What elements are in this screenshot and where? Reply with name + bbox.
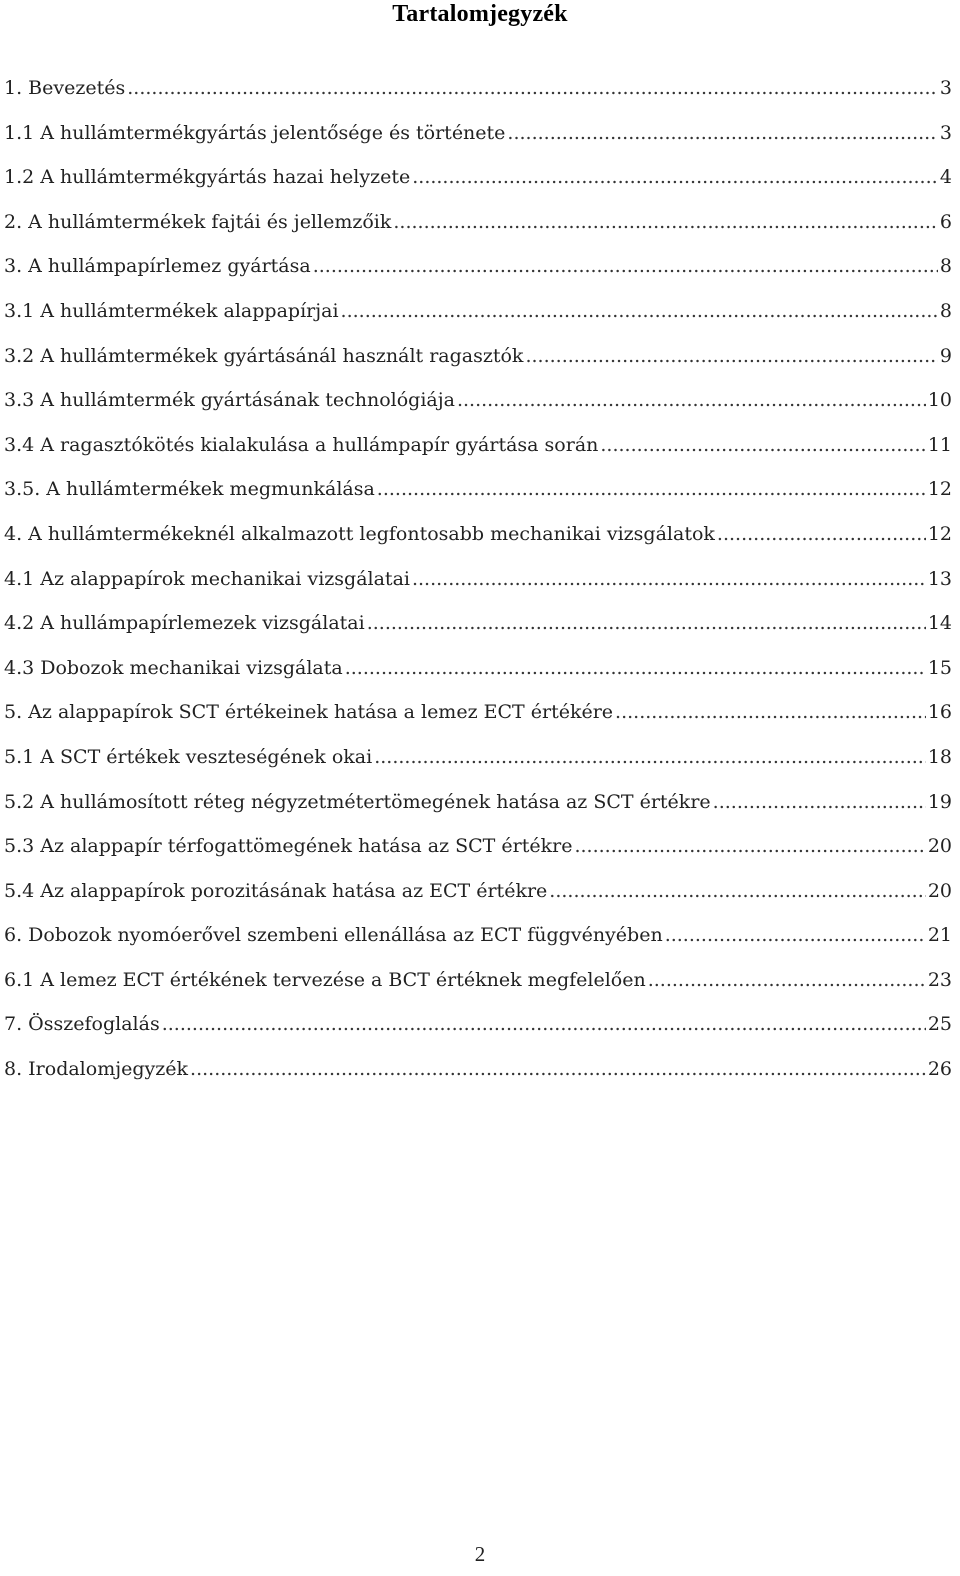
- toc-dot-leader: [665, 913, 926, 958]
- toc-dot-leader: [374, 735, 926, 780]
- toc-entry-page: 9: [939, 344, 952, 367]
- toc-entry-page: 16: [927, 701, 952, 724]
- toc-entry-page: 26: [927, 1058, 952, 1081]
- toc-entry-title: 3. A hullámpapírlemez gyártása: [4, 255, 311, 278]
- toc-entry[interactable]: [4, 601, 952, 646]
- toc-entry[interactable]: [4, 646, 952, 691]
- toc-entry-title: 5. Az alappapírok SCT értékeinek hatása a lemez ECT értékére: [4, 701, 614, 724]
- toc-entry-title: 1.1 A hullámtermékgyártás jelentősége és története: [4, 121, 506, 144]
- toc-entry-page: 15: [927, 656, 952, 679]
- toc-entry-page: 8: [939, 255, 952, 278]
- toc-entry-title: 4.2 A hullámpapírlemezek vizsgálatai: [4, 612, 365, 635]
- toc-entry-page: 14: [927, 612, 952, 635]
- toc-entry[interactable]: [4, 1047, 952, 1092]
- toc-dot-leader: [345, 646, 926, 691]
- toc-dot-leader: [393, 200, 938, 245]
- toc-entry-page: 4: [939, 166, 952, 189]
- page-title: Tartalomjegyzék: [392, 1, 568, 27]
- toc-entry[interactable]: [4, 824, 952, 869]
- table-of-contents: [4, 66, 952, 1092]
- toc-entry-page: 6: [939, 210, 952, 233]
- toc-entry[interactable]: [4, 289, 952, 334]
- toc-dot-leader: [162, 1002, 926, 1047]
- page-number: 2: [474, 1542, 486, 1566]
- toc-entry-page: 11: [927, 433, 952, 456]
- toc-entry-title: 5.4 Az alappapírok porozitásának hatása az ECT értékre: [4, 879, 548, 902]
- toc-entry-title: 3.5. A hullámtermékek megmunkálása: [4, 478, 375, 501]
- toc-entry[interactable]: [4, 557, 952, 602]
- toc-entry-title: 5.2 A hullámosított réteg négyzetmétertömegének hatása az SCT értékre: [4, 790, 711, 813]
- toc-entry[interactable]: [4, 244, 952, 289]
- toc-entry-page: 3: [939, 121, 952, 144]
- toc-entry[interactable]: [4, 780, 952, 825]
- toc-entry-title: 4. A hullámtermékeknél alkalmazott legfontosabb mechanikai vizsgálatok: [4, 522, 715, 545]
- toc-entry-title: 2. A hullámtermékek fajtái és jellemzőik: [4, 210, 392, 233]
- toc-entry[interactable]: [4, 913, 952, 958]
- toc-dot-leader: [507, 111, 937, 156]
- toc-dot-leader: [713, 780, 926, 825]
- toc-entry-page: 12: [927, 478, 952, 501]
- toc-entry-title: 7. Összefoglalás: [4, 1013, 160, 1036]
- toc-entry-page: 13: [927, 567, 952, 590]
- toc-entry-page: 18: [927, 745, 952, 768]
- toc-entry[interactable]: [4, 869, 952, 914]
- toc-dot-leader: [127, 66, 938, 111]
- toc-entry-page: 23: [927, 968, 952, 991]
- toc-entry-page: 12: [927, 522, 952, 545]
- toc-entry-page: 8: [939, 299, 952, 322]
- toc-entry[interactable]: [4, 200, 952, 245]
- toc-dot-leader: [313, 244, 938, 289]
- toc-entry-page: 20: [927, 835, 952, 858]
- toc-entry[interactable]: [4, 467, 952, 512]
- toc-entry-title: 6.1 A lemez ECT értékének tervezése a BCT értéknek megfelelően: [4, 968, 646, 991]
- toc-entry[interactable]: [4, 735, 952, 780]
- toc-dot-leader: [412, 557, 926, 602]
- toc-dot-leader: [341, 289, 938, 334]
- toc-entry[interactable]: [4, 690, 952, 735]
- toc-entry-page: 10: [927, 389, 952, 412]
- toc-entry[interactable]: [4, 512, 952, 557]
- toc-entry-title: 5.3 Az alappapír térfogattömegének hatása az SCT értékre: [4, 835, 573, 858]
- toc-entry-title: 1. Bevezetés: [4, 77, 126, 99]
- toc-entry-title: 8. Irodalomjegyzék: [4, 1058, 189, 1081]
- toc-entry-page: 20: [927, 879, 952, 902]
- toc-entry-title: 5.1 A SCT értékek veszteségének okai: [4, 745, 373, 768]
- toc-entry[interactable]: [4, 378, 952, 423]
- toc-entry[interactable]: [4, 111, 952, 156]
- toc-dot-leader: [412, 155, 938, 200]
- toc-entry[interactable]: [4, 958, 952, 1003]
- toc-dot-leader: [457, 378, 926, 423]
- toc-entry[interactable]: [4, 423, 952, 468]
- toc-entry-page: 19: [927, 790, 952, 813]
- toc-entry-title: 3.4 A ragasztókötés kialakulása a hullámpapír gyártása során: [4, 433, 599, 456]
- toc-dot-leader: [574, 824, 925, 869]
- toc-entry[interactable]: [4, 155, 952, 200]
- toc-entry-title: 3.3 A hullámtermék gyártásának technológiája: [4, 389, 455, 412]
- toc-entry-page: 25: [927, 1013, 952, 1036]
- toc-dot-leader: [190, 1047, 926, 1092]
- toc-dot-leader: [615, 690, 926, 735]
- toc-entry-title: 4.3 Dobozok mechanikai vizsgálata: [4, 656, 343, 679]
- toc-dot-leader: [377, 467, 926, 512]
- toc-entry[interactable]: [4, 66, 952, 111]
- toc-dot-leader: [648, 958, 926, 1003]
- toc-dot-leader: [600, 423, 925, 468]
- toc-entry-title: 1.2 A hullámtermékgyártás hazai helyzete: [4, 166, 411, 189]
- toc-dot-leader: [367, 601, 926, 646]
- toc-entry-page: 3: [939, 77, 952, 99]
- toc-dot-leader: [717, 512, 926, 557]
- toc-entry-title: 3.1 A hullámtermékek alappapírjai: [4, 299, 339, 322]
- toc-entry[interactable]: [4, 334, 952, 379]
- toc-dot-leader: [549, 869, 926, 914]
- toc-entry-title: 4.1 Az alappapírok mechanikai vizsgálatai: [4, 567, 410, 590]
- toc-dot-leader: [525, 334, 937, 379]
- toc-entry-page: 21: [927, 924, 952, 947]
- toc-entry[interactable]: [4, 1002, 952, 1047]
- toc-entry-title: 3.2 A hullámtermékek gyártásánál használt ragasztók: [4, 344, 524, 367]
- toc-entry-title: 6. Dobozok nyomóerővel szembeni ellenállása az ECT függvényében: [4, 924, 663, 947]
